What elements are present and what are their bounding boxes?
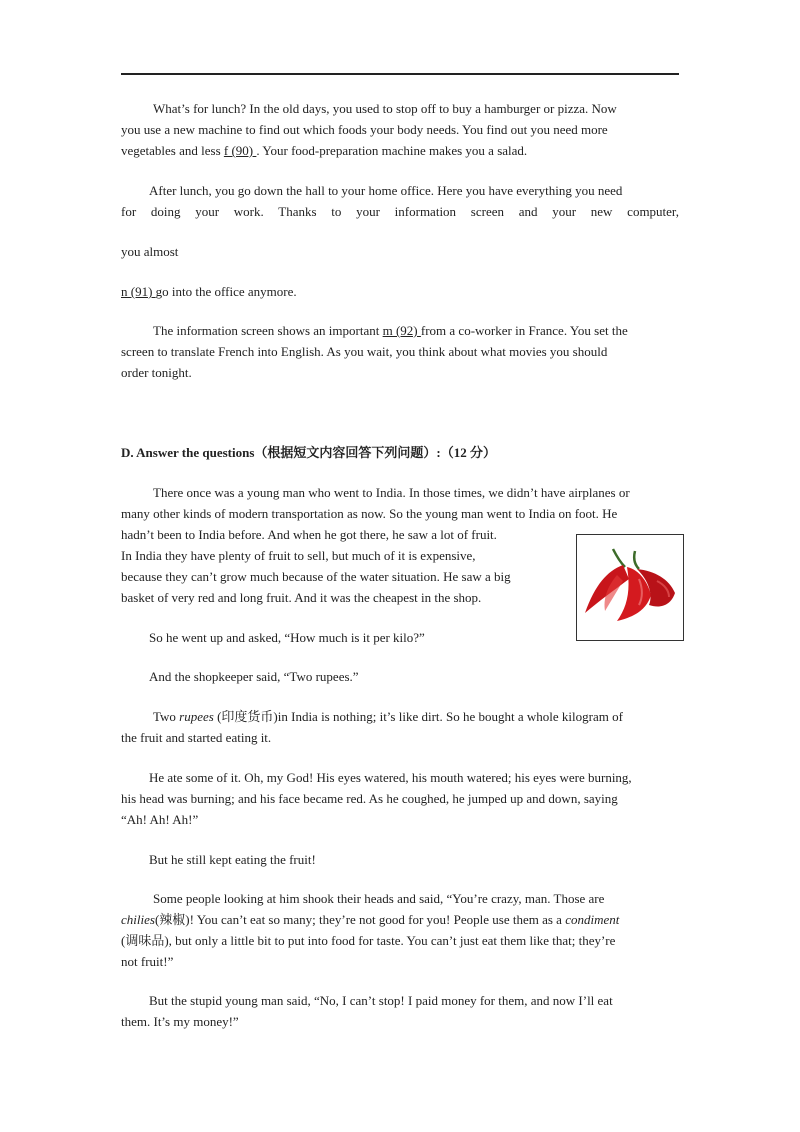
italic-term: condiment (565, 912, 620, 927)
blank-92: m (92) (382, 323, 421, 338)
text-line: basket of very red and long fruit. And it was the cheapest in the shop. (121, 590, 482, 605)
text-line: his head was burning; and his face became red. As he coughed, he jumped up and down, saying (121, 791, 618, 806)
text-line: order tonight. (121, 365, 192, 380)
text-line: In India they have plenty of fruit to sell, but much of it is expensive, (121, 548, 476, 563)
passage-d-paragraph-4 (121, 706, 679, 748)
passage-d-paragraph-7 (121, 888, 679, 972)
text-line: “Ah! Ah! Ah!” (121, 812, 199, 827)
text-segment: (辣椒)! You can’t eat so many; they’re not good for you! People use them as a (154, 912, 566, 927)
passage-c-paragraph-1 (121, 98, 679, 161)
text-line: Some people looking at him shook their heads and said, “You’re crazy, man. Those are (153, 891, 605, 906)
text-line: So he went up and asked, “How much is it per kilo?” (149, 630, 425, 645)
text-line: the fruit and started eating it. (121, 730, 272, 745)
text-line (121, 706, 679, 727)
text-line (121, 281, 679, 302)
text-segment: The information screen shows an important (153, 323, 383, 338)
text-line: (调味品), but only a little bit to put into food for taste. You can’t just eat them like that; they’re (121, 933, 616, 948)
text-line (121, 320, 679, 341)
text-segment: vegetables and less (121, 143, 224, 158)
chili-icon (577, 535, 683, 640)
text-line: But he still kept eating the fruit! (149, 852, 316, 867)
italic-term: chilies (121, 912, 155, 927)
text-segment: from a co-worker in France. You set the (420, 323, 628, 338)
text-line: because they can’t grow much because of the water situation. He saw a big (121, 569, 511, 584)
text-line: you use a new machine to find out which foods your body needs. You find out you need more (121, 122, 608, 137)
text-line: hadn’t been to India before. And when he got there, he saw a lot of fruit. (121, 527, 497, 542)
text-segment: go into the office anymore. (155, 284, 297, 299)
text-line: screen to translate French into English. As you wait, you think about what movies you should (121, 344, 608, 359)
blank-91: n (91) (121, 284, 156, 299)
text-line: What’s for lunch? In the old days, you used to stop off to buy a hamburger or pizza. Now (153, 101, 617, 116)
text-line: them. It’s my money!” (121, 1014, 239, 1029)
text-line: There once was a young man who went to India. In those times, we didn’t have airplanes or (153, 485, 630, 500)
text-line (121, 909, 679, 930)
top-rule (121, 73, 679, 75)
text-segment: Two (153, 709, 180, 724)
text-segment: (印度货币)in India is nothing; it’s like dirt. So he bought a whole kilogram of (213, 709, 623, 724)
text-line: And the shopkeeper said, “Two rupees.” (149, 669, 359, 684)
text-line: He ate some of it. Oh, my God! His eyes watered, his mouth watered; his eyes were burning, (149, 770, 632, 785)
text-line: But the stupid young man said, “No, I can’t stop! I paid money for them, and now I’ll eat (149, 993, 613, 1008)
text-line: for doing your work. Thanks to your information screen and your new computer, (121, 204, 679, 219)
text-line (121, 140, 679, 161)
text-line: not fruit!” (121, 954, 174, 969)
text-segment: . Your food-preparation machine makes you a salad. (256, 143, 528, 158)
passage-c-paragraph-3 (121, 320, 679, 383)
passage-d-paragraph-5 (121, 767, 679, 830)
italic-term: rupees (179, 709, 214, 724)
text-line: you almost (121, 244, 179, 259)
text-line: After lunch, you go down the hall to your home office. Here you have everything you need (149, 183, 623, 198)
text-line: many other kinds of modern transportation as now. So the young man went to India on foot. He (121, 506, 618, 521)
section-d-heading: D. Answer the questions（根据短文内容回答下列问题）:（12 分） (121, 445, 496, 460)
passage-c-paragraph-2 (121, 180, 679, 222)
passage-d-paragraph-8 (121, 990, 679, 1032)
blank-90: f (90) (223, 143, 257, 158)
red-chili-peppers-image (576, 534, 684, 641)
